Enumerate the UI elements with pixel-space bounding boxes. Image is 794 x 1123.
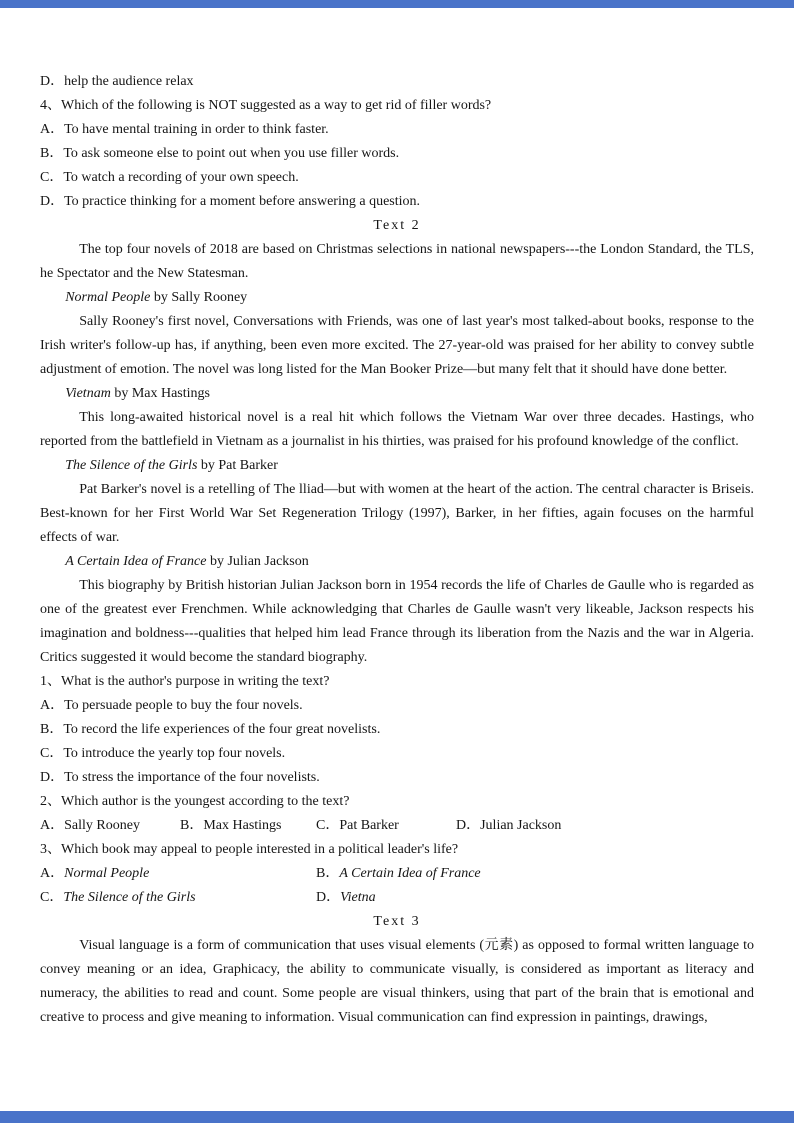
paragraph: The top four novels of 2018 are based on Christmas selections in national newspapers---the London Standard, the TLS, he Spectator and the New Statesman. [40,242,754,281]
text-segment: by Pat Barker [197,458,278,473]
book-title: The Silence of the Girls [63,890,196,905]
text-segment: by Sally Rooney [150,290,248,305]
question-line: 3、Which book may appeal to people interested in a political leader's life? [40,842,459,857]
book-title-line [40,454,754,478]
option-line: D．To practice thinking for a moment before answering a question. [40,194,421,209]
paragraph: This long-awaited historical novel is a real hit which follows the Vietnam War over three decades. Hastings, who reported from the battlefield in Vietnam as a journalist in his thirties, was praised for his profound knowledge of the conflict. [40,410,754,449]
book-title-line [40,286,754,310]
book-title: Vietna [340,890,376,905]
book-title-line [40,550,754,574]
question-line: 4、Which of the following is NOT suggested as a way to get rid of filler words? [40,98,492,113]
option-line: D．To stress the importance of the four novelists. [40,770,320,785]
text-segment: A． [40,866,65,881]
option-line: A．To persuade people to buy the four novels. [40,698,303,713]
bottom-border-bar [0,1111,794,1123]
option-row [40,886,754,910]
paragraph: This biography by British historian Julian Jackson born in 1954 records the life of Charles de Gaulle who is regarded as one of the greatest ever Frenchmen. While acknowledging that Charles de Gaulle wasn't very likeable, Jackson respects his imagination and boldness---qualities that helped him lead France through its liberation from the Nazis and the war in Algeria. Critics suggested it would become the standard biography. [40,578,754,665]
section-heading: Text 2 [373,218,421,233]
option [40,862,316,886]
book-title: The Silence of the Girls [65,458,198,473]
option-line: B．To ask someone else to point out when you use filler words. [40,146,400,161]
option [316,886,376,910]
top-border-bar [0,0,794,8]
section-heading: Text 3 [373,914,421,929]
option: B．Max Hastings [180,818,282,833]
option [316,862,481,886]
book-title: Normal People [65,290,151,305]
option-line: C．To introduce the yearly top four novels. [40,746,286,761]
option-line: A．To have mental training in order to think faster. [40,122,329,137]
paragraph: Pat Barker's novel is a retelling of The lliad—but with women at the heart of the action. The central character is Briseis. Best-known for her First World War Set Regeneration Trilogy (1997), Barker, in her fifties, again focuses on the harmful effects of war. [40,482,754,545]
option-row [40,862,754,886]
book-title: A Certain Idea of France [339,866,481,881]
book-title-line [40,382,754,406]
option: A．Sally Rooney [40,818,140,833]
option-line: B．To record the life experiences of the four great novelists. [40,722,381,737]
option [40,886,316,910]
book-title: Vietnam [65,386,111,401]
text-segment: by Julian Jackson [206,554,309,569]
document-body [40,70,754,1030]
text-segment: D． [316,890,341,905]
text-segment: B． [316,866,340,881]
option-line: C．To watch a recording of your own speech. [40,170,299,185]
question-line: 1、What is the author's purpose in writing the text? [40,674,330,689]
option: D．Julian Jackson [456,818,562,833]
option-row [40,814,754,838]
book-title: Normal People [64,866,150,881]
option-line: D．help the audience relax [40,74,194,89]
paragraph: Visual language is a form of communication that uses visual elements (元素) as opposed to formal written language to convey meaning or an idea, Graphicacy, the ability to communicate visually, is considered as important as literacy and numeracy, the abilities to read and count. Some people are visual thinkers, using that part of the brain that is emotional and creative to process and give meaning to information. Visual communication can find expression in paintings, drawings, [40,938,754,1025]
text-segment: C． [40,890,64,905]
paragraph: Sally Rooney's first novel, Conversations with Friends, was one of last year's most talked-about books, response to the Irish writer's follow-up has, if anything, been even more excited. The 27-year-old was praised for her ability to convey subtle adjustment of emotion. The novel was long listed for the Man Booker Prize—but many felt that it should have done better. [40,314,754,377]
option: C．Pat Barker [316,818,399,833]
question-line: 2、Which author is the youngest according to the text? [40,794,350,809]
book-title: A Certain Idea of France [65,554,207,569]
text-segment: by Max Hastings [110,386,210,401]
